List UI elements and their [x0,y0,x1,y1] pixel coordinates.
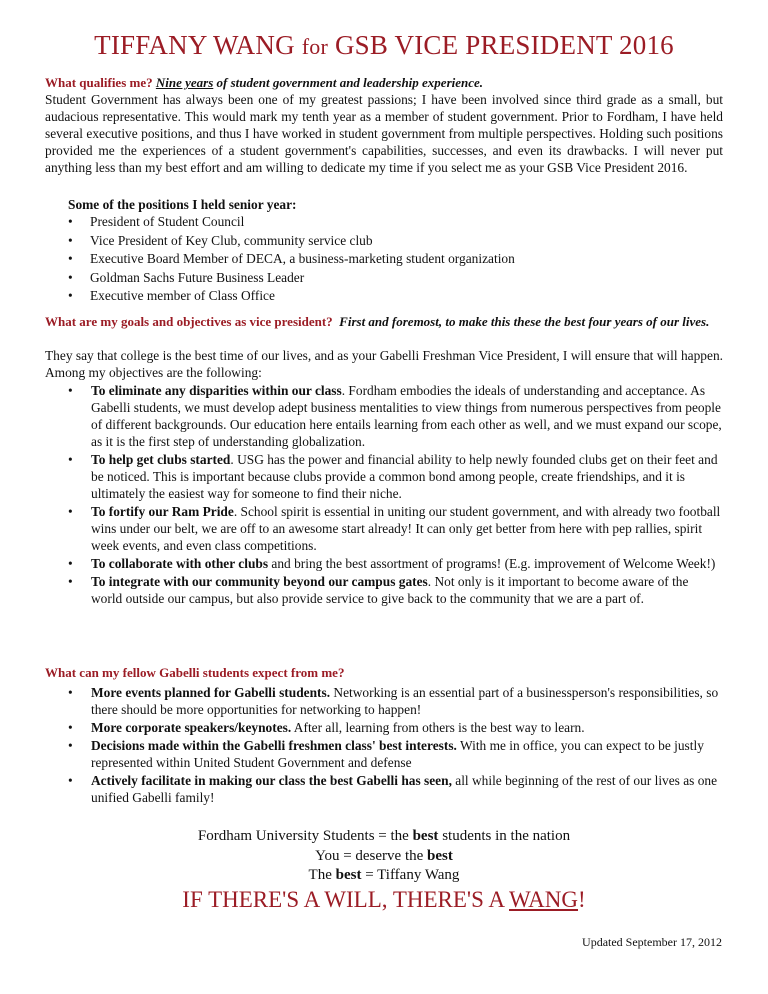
slogan-1-post: students in the nation [438,828,571,844]
goals-answer: First and foremost, to make this these the best four years of our lives. [339,314,710,329]
slogan-3-bold: best [335,867,362,883]
slogan-2-pre: You = deserve the [315,848,428,864]
objective-item-text: . USG has the power and financial ability to help newly founded clubs get on their feet and be noticed. This is important because clubs provide a common bond among people, create friendships, and it is ultimately the easiest way for someone to find their niche. [91,452,718,501]
objective-item [68,555,723,572]
qualifications-answer: of student government and leadership experience. [216,75,484,90]
objective-item-text: . Not only is it important to become aware of the world outside our campus, but also provide service to give back to the community that we are a part of. [91,574,689,606]
position-item: • President of Student Council [68,213,718,232]
objective-item-lead: To help get clubs started [91,452,231,467]
goals-heading [45,313,735,330]
qualifications-paragraph: Student Government has always been one of my greatest passions; I have been involved since third grade as a small, but audacious representative. This would mark my tenth year as a member of student government. Prior to Fordham, I have held several executive positions, and thus I have worked in student government from multiple perspectives. Holding such positions provided me the experiences of a student government's capabilities, successes, and even its drawbacks. I will never put anything less than my best effort and am willing to dedicate my time if you select me as your GSB Vice President 2016. [45,92,723,175]
slogan-1-bold: best [412,828,439,844]
objective-item-text: . Fordham embodies the ideals of understanding and acceptance. As Gabelli students, we must develop adept business mentalities to view things from numerous perspectives from people of different backgrounds. Our education here entails learning from each other as well, and we must expand our scope, as it is the first step of understanding globalization. [91,383,722,449]
slogan-line-1 [0,826,768,846]
tagline-pre: IF THERE'S A WILL, THERE'S A [182,887,510,912]
flyer-title [0,28,768,64]
position-item: • Executive member of Class Office [68,287,718,306]
expectations-heading: What can my fellow Gabelli students expect from me? [45,665,345,680]
objective-item [68,451,723,502]
tagline-underlined: WANG [509,887,579,912]
updated-date: Updated September 17, 2012 [582,935,722,949]
expectation-item [68,772,723,806]
position-item: • Executive Board Member of DECA, a business-marketing student organization [68,250,718,269]
slogan-2-bold: best [427,848,453,864]
expectation-item-lead: More corporate speakers/keynotes. [91,720,292,735]
expectation-item [68,719,723,736]
tagline-post: ! [578,887,586,912]
position-item: • Vice President of Key Club, community service club [68,232,718,251]
position-item: • Goldman Sachs Future Business Leader [68,269,718,288]
goals-paragraph: They say that college is the best time of our lives, and as your Gabelli Freshman Vice President, I will ensure that will happen. Among my objectives are the following: [45,348,723,380]
goals-question: What are my goals and objectives as vice president? [45,314,333,329]
expectation-item-lead: More events planned for Gabelli students. [91,685,331,700]
tagline [0,885,768,915]
title-for: for [301,34,328,59]
expectation-item [68,684,723,718]
objective-item-text: and bring the best assortment of programs! (E.g. improvement of Welcome Week!) [268,556,716,571]
slogan-1-pre: Fordham University Students = the [197,828,413,844]
objective-item-text: . School spirit is essential in uniting our student government, and with already two football wins under our belt, we are off to an awesome start already! It can only get better from here with pep rallies, spirit week events, and even class competitions. [91,504,721,553]
objective-item [68,382,723,450]
objective-item [68,573,723,607]
objective-item-lead: To fortify our Ram Pride [91,504,234,519]
positions-heading: Some of the positions I held senior year: [68,197,297,212]
slogan-line-3 [0,865,768,885]
expectation-item-text: With me in office, you can expect to be justly represented within United Student Government and defense [91,738,704,770]
expectation-item-text: Networking is an essential part of a businessperson's responsibilities, so there should be more opportunities for networking to happen! [91,685,719,717]
objective-item-lead: To eliminate any disparities within our class [91,383,342,398]
expectation-item [68,737,723,771]
slogan-line-2 [0,846,768,866]
expectation-item-text: After all, learning from others is the best way to learn. [291,720,585,735]
objective-item-lead: To integrate with our community beyond our campus gates [91,574,428,589]
positions-list [68,213,718,306]
expectation-item-lead: Decisions made within the Gabelli freshmen class' best interests. [91,738,457,753]
slogan-3-post: = Tiffany Wang [361,867,460,883]
expectation-item-text: all while beginning of the rest of our lives as one unified Gabelli family! [91,773,718,805]
qualifications-answer-underlined: Nine years [155,75,214,90]
objective-item [68,503,723,554]
qualifications-question: What qualifies me? [45,75,153,90]
title-pre: TIFFANY WANG [94,30,302,60]
title-post: GSB VICE PRESIDENT 2016 [328,30,674,60]
objective-item-lead: To collaborate with other clubs [91,556,269,571]
objectives-list [68,382,723,608]
expectations-list [68,684,723,807]
expectation-item-lead: Actively facilitate in making our class the best Gabelli has seen, [91,773,452,788]
qualifications-heading [45,74,735,91]
slogan-3-pre: The [308,867,336,883]
